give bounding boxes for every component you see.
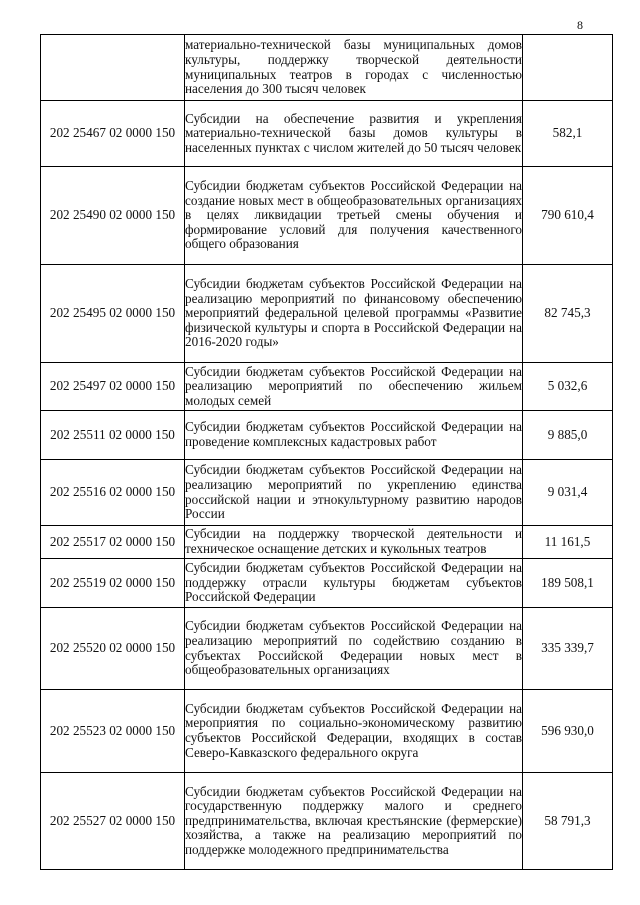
page-number: 8 <box>577 18 583 32</box>
table-row <box>41 35 613 101</box>
amount-cell: 189 508,1 <box>523 559 613 608</box>
table-row <box>41 773 613 870</box>
description-cell: материально-технической базы муниципальных домов культуры, поддержку творческой деятельности муниципальных театров в городах с численностью населения до 300 тысяч человек <box>185 35 523 101</box>
budget-code-cell: 202 25527 02 0000 150 <box>41 773 185 870</box>
table-row <box>41 411 613 460</box>
description-cell: Субсидии бюджетам субъектов Российской Федерации на реализацию мероприятий по обеспечению жильем молодых семей <box>185 363 523 411</box>
description-cell: Субсидии бюджетам субъектов Российской Федерации на государственную поддержку малого и среднего предпринимательства, включая крестьянские (фермерские) хозяйства, а также на реализацию мероприятий по поддержке молодежного предпринимательства <box>185 773 523 870</box>
table-row <box>41 690 613 773</box>
amount-cell: 9 031,4 <box>523 460 613 526</box>
amount-cell: 5 032,6 <box>523 363 613 411</box>
budget-code-cell: 202 25511 02 0000 150 <box>41 411 185 460</box>
amount-cell: 790 610,4 <box>523 167 613 265</box>
budget-code-cell: 202 25490 02 0000 150 <box>41 167 185 265</box>
amount-cell: 58 791,3 <box>523 773 613 870</box>
table-row <box>41 608 613 690</box>
description-cell: Субсидии бюджетам субъектов Российской Федерации на поддержку отрасли культуры бюджетам субъектов Российской Федерации <box>185 559 523 608</box>
budget-code-cell: 202 25519 02 0000 150 <box>41 559 185 608</box>
budget-code-cell: 202 25517 02 0000 150 <box>41 526 185 559</box>
budget-code-cell: 202 25516 02 0000 150 <box>41 460 185 526</box>
table-row <box>41 363 613 411</box>
table-row <box>41 101 613 167</box>
description-cell: Субсидии на обеспечение развития и укрепления материально-технической базы домов культуры в населенных пунктах с числом жителей до 50 тысяч человек <box>185 101 523 167</box>
description-cell: Субсидии бюджетам субъектов Российской Федерации на мероприятия по социально-экономическому развитию субъектов Российской Федерации, входящих в состав Северо-Кавказского федерального округа <box>185 690 523 773</box>
amount-cell: 9 885,0 <box>523 411 613 460</box>
amount-cell <box>523 35 613 101</box>
table-row <box>41 167 613 265</box>
table-row <box>41 559 613 608</box>
description-cell: Субсидии бюджетам субъектов Российской Федерации на реализацию мероприятий по содействию созданию в субъектах Российской Федерации новых мест в общеобразовательных организациях <box>185 608 523 690</box>
description-cell: Субсидии на поддержку творческой деятельности и техническое оснащение детских и кукольных театров <box>185 526 523 559</box>
amount-cell: 596 930,0 <box>523 690 613 773</box>
budget-table <box>40 34 613 870</box>
budget-code-cell: 202 25467 02 0000 150 <box>41 101 185 167</box>
budget-code-cell: 202 25520 02 0000 150 <box>41 608 185 690</box>
table-row <box>41 265 613 363</box>
budget-code-cell: 202 25497 02 0000 150 <box>41 363 185 411</box>
amount-cell: 82 745,3 <box>523 265 613 363</box>
table-row <box>41 526 613 559</box>
budget-table-body <box>41 35 613 870</box>
budget-code-cell: 202 25495 02 0000 150 <box>41 265 185 363</box>
description-cell: Субсидии бюджетам субъектов Российской Федерации на реализацию мероприятий по укреплению единства российской нации и этнокультурному развитию народов России <box>185 460 523 526</box>
budget-code-cell: 202 25523 02 0000 150 <box>41 690 185 773</box>
description-cell: Субсидии бюджетам субъектов Российской Федерации на проведение комплексных кадастровых работ <box>185 411 523 460</box>
description-cell: Субсидии бюджетам субъектов Российской Федерации на реализацию мероприятий по финансовому обеспечению мероприятий федеральной целевой программы «Развитие физической культуры и спорта в Российской Федерации на 2016-2020 годы» <box>185 265 523 363</box>
table-row <box>41 460 613 526</box>
description-cell: Субсидии бюджетам субъектов Российской Федерации на создание новых мест в общеобразовательных организациях в целях ликвидации третьей смены обучения и формирование условий для получения качественного общего образования <box>185 167 523 265</box>
amount-cell: 11 161,5 <box>523 526 613 559</box>
amount-cell: 582,1 <box>523 101 613 167</box>
budget-code-cell <box>41 35 185 101</box>
amount-cell: 335 339,7 <box>523 608 613 690</box>
